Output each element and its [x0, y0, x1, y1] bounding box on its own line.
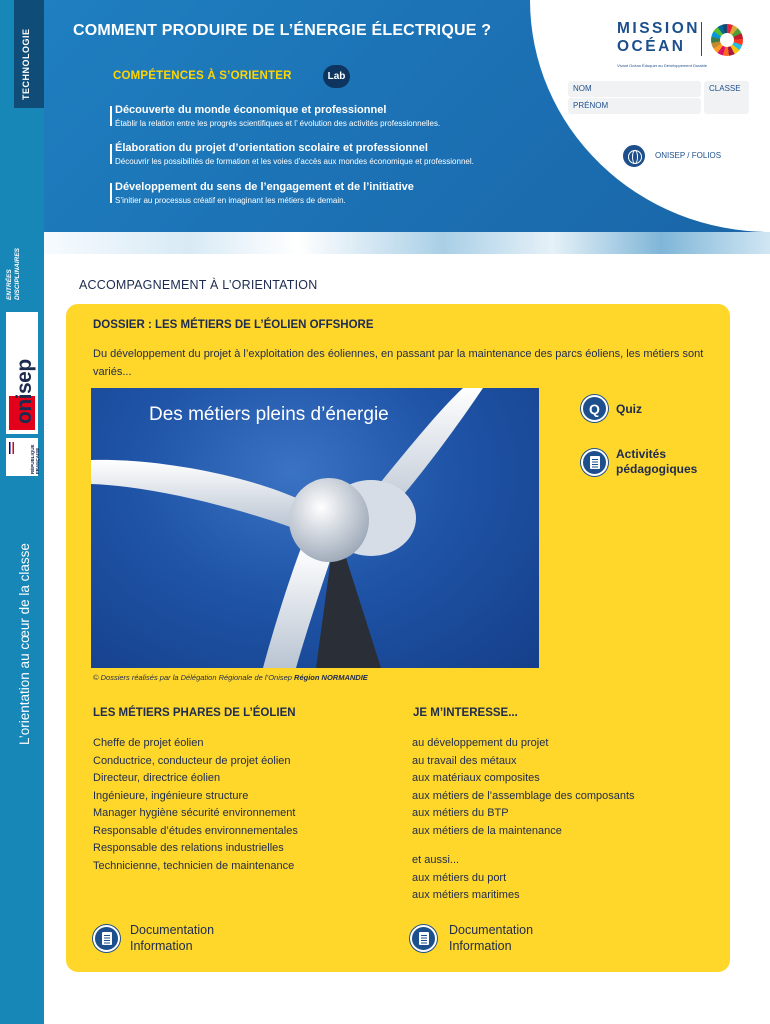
- list-item: Ingénieure, ingénieure structure: [93, 789, 249, 802]
- competences-heading: COMPÉTENCES À S’ORIENTER: [113, 70, 292, 82]
- list-item: au développement du projet: [412, 737, 549, 749]
- documentation-link-interesse[interactable]: [410, 922, 533, 954]
- photo-credit: © Dossiers réalisés par la Délégation Régionale de l’Onisep Région NORMANDIE: [93, 673, 368, 682]
- section-title: ACCOMPAGNEMENT À L’ORIENTATION: [79, 278, 318, 292]
- mission-ocean-subtitle: Vivant Océan Éduquer au Développement Durable: [617, 63, 707, 68]
- prenom-field[interactable]: PRÉNOM: [568, 98, 701, 114]
- quiz-label: Quiz: [616, 401, 642, 416]
- list-item: Technicienne, technicien de maintenance: [93, 859, 295, 872]
- aussi-label: et aussi...: [412, 854, 460, 866]
- quiz-icon: Q: [581, 395, 608, 422]
- wind-turbine-illustration: [91, 388, 539, 668]
- mission-ocean-logo: MISSION OCÉAN: [617, 20, 700, 55]
- competence-item: Élaboration du projet d’orientation scolaire et professionnel Découvrir les possibilités de formation et les voies d’accès aux mondes économique et professionnel.: [115, 142, 474, 166]
- documentation-link-metiers[interactable]: [93, 922, 214, 954]
- list-item: Cheffe de projet éolien: [93, 737, 204, 749]
- list-item: aux métiers de l’assemblage des composants: [412, 789, 635, 802]
- metiers-title: LES MÉTIERS PHARES DE L’ÉOLIEN: [93, 707, 296, 719]
- list-item: Manager hygiène sécurité environnement: [93, 807, 296, 819]
- globe-icon[interactable]: [623, 145, 645, 167]
- logo-separator: [701, 22, 702, 56]
- list-item: au travail des métaux: [412, 754, 517, 767]
- aussi-list: [412, 852, 520, 905]
- onisep-logo: onisep: [6, 312, 38, 434]
- competence-item: Découverte du monde économique et professionnel Établir la relation entre les progrès scientifiques et l’ évolution des activités professionnelles.: [115, 104, 440, 128]
- activites-label: Activités pédagogiques: [616, 447, 698, 476]
- list-item: aux métiers du port: [412, 871, 507, 884]
- nom-field[interactable]: NOM: [568, 81, 701, 97]
- decorative-wave-band: [44, 232, 770, 254]
- lab-badge: Lab: [323, 65, 350, 88]
- subject-label: TECHNOLOGIE: [21, 28, 31, 100]
- page-title: COMMENT PRODUIRE DE L’ÉNERGIE ÉLECTRIQUE ?: [73, 22, 492, 39]
- documentation-label: Documentation Information: [130, 923, 215, 953]
- classe-field[interactable]: CLASSE: [704, 81, 749, 114]
- document-icon: [410, 925, 437, 952]
- list-item: Responsable des relations industrielles: [93, 842, 284, 854]
- documentation-label: Documentation Information: [449, 923, 534, 953]
- republique-francaise-logo: RÉPUBLIQUE FRANÇAISE: [6, 438, 38, 476]
- list-item: Directeur, directrice éolien: [93, 772, 221, 784]
- wind-turbine-photo[interactable]: [91, 388, 539, 668]
- list-item: Conductrice, conducteur de projet éolien: [93, 754, 291, 767]
- interesse-title: JE M’INTERESSE...: [413, 707, 518, 719]
- document-icon: [93, 925, 120, 952]
- dossier-title: DOSSIER : LES MÉTIERS DE L’ÉOLIEN OFFSHORE: [93, 319, 374, 331]
- dossier-intro: Du développement du projet à l’exploitation des éoliennes, en passant par la maintenance des parcs éoliens, les métiers sont variés...: [93, 348, 704, 378]
- photo-title: Des métiers pleins d’énergie: [149, 404, 389, 425]
- list-item: aux matériaux composites: [412, 772, 540, 784]
- slogan: L’orientation au cœur de la classe: [17, 543, 32, 745]
- metiers-list: [93, 735, 298, 875]
- quiz-link[interactable]: [581, 395, 642, 422]
- left-sidebar: [0, 0, 44, 1024]
- interesse-list: [412, 735, 635, 840]
- entrees-disciplinaires-label: ENTRÉES DISCIPLINAIRES: [6, 247, 21, 300]
- list-item: aux métiers de la maintenance: [412, 824, 562, 837]
- list-item: aux métiers maritimes: [412, 889, 520, 901]
- folios-link[interactable]: ONISEP / FOLIOS: [655, 151, 722, 160]
- list-item: aux métiers du BTP: [412, 807, 509, 819]
- list-item: Responsable d’études environnementales: [93, 824, 298, 837]
- document-icon: [581, 449, 608, 476]
- sdg-wheel-icon: [711, 24, 743, 56]
- competence-item: Développement du sens de l’engagement et de l’initiative S’initier au processus créatif en imaginant les métiers de demain.: [115, 181, 414, 205]
- activites-link[interactable]: [581, 447, 697, 477]
